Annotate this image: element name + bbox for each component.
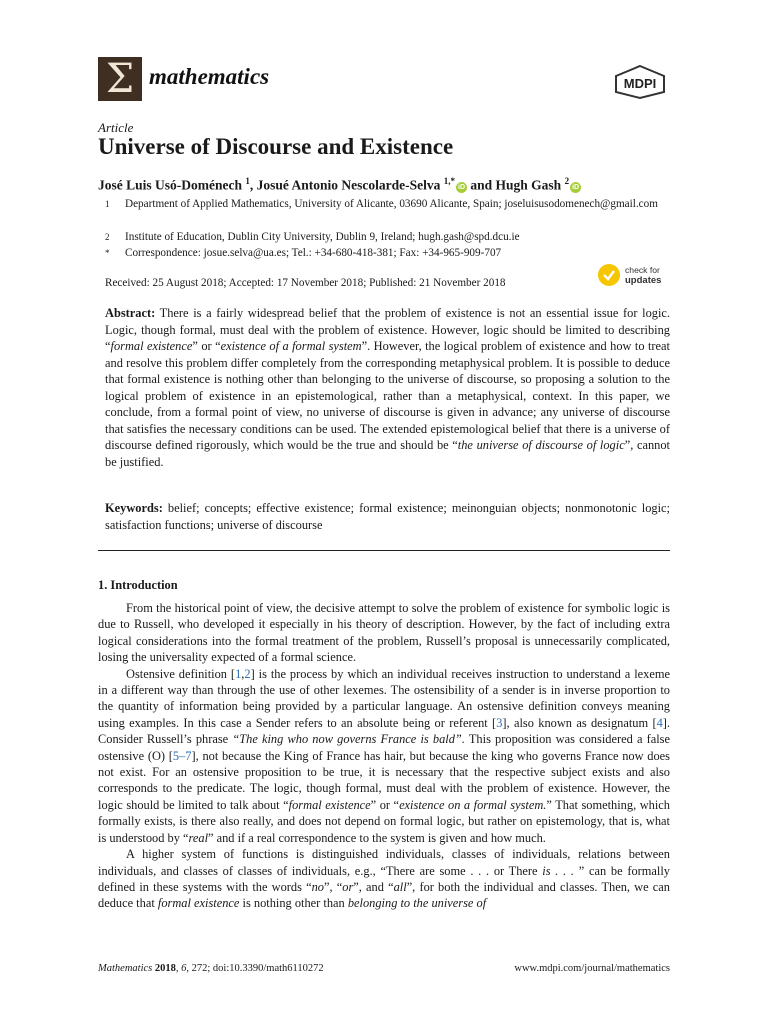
abstract-italic: the universe of discourse of logic	[457, 438, 625, 452]
citation-link[interactable]: 3	[496, 715, 503, 730]
footer-year: 2018	[152, 963, 176, 974]
author-name[interactable]: Hugh Gash	[495, 177, 565, 193]
affiliation-number: 1	[105, 199, 110, 209]
affiliation	[105, 246, 675, 261]
body-text	[98, 600, 670, 912]
paper-title: Universe of Discourse and Existence	[98, 134, 454, 159]
section-heading: 1. Introduction	[98, 578, 178, 592]
paragraph-text: ,	[241, 666, 245, 681]
paragraph-text: ], not because the King of France has hair, but because the king who governs France now does not exist. For an ostensive proposition to be true, it is necessary that the respective subject exists and also corresponds to the predicate. The logic, though formal, must deal with the problem of existence. However, the logic should be limited to talk about “	[98, 748, 670, 812]
paragraph-text: ” That something, which formally exists, is there also really, and does not depend on formal logic, but rather on epistemology, that is, what is understood by “	[98, 797, 670, 845]
paragraph-italic: belonging to the universe of	[347, 896, 487, 911]
affiliation-text: Correspondence: josue.selva@ua.es; Tel.: +34-680-418-381; Fax: +34-965-909-707	[125, 247, 502, 259]
article-type: Article	[98, 120, 134, 135]
paragraph: From the historical point of view, the decisive attempt to solve the problem of existence for symbolic logic is due to Russell, who developed it especially in his theory of description. However, by the fact of including extra logical considerations into the formal treatment of the problem, Russell’s proposal is unnecessarily complicated, losing the universality expected of a formal science.	[98, 601, 670, 665]
paragraph-text: ”, “	[323, 879, 343, 894]
affiliation	[105, 197, 675, 212]
mdpi-logo	[612, 64, 668, 105]
sigma-logo-glyph: Σ	[105, 56, 135, 102]
citation-link[interactable]: 5–7	[172, 748, 192, 763]
abstract-text: ” or “	[192, 339, 221, 353]
journal-name: mathematics	[149, 64, 270, 89]
paragraph-text: ], also known as designatum [	[502, 715, 657, 730]
abstract-text: ”, cannot be justified.	[105, 438, 670, 469]
check-for-updates-badge[interactable]	[598, 264, 661, 286]
abstract	[105, 305, 670, 470]
paragraph-italic: or	[342, 879, 354, 894]
affiliation-number: 2	[105, 232, 110, 242]
affiliation-text: Department of Applied Mathematics, University of Alicante, 03690 Alicante, Spain; joseluisusodomenech@gmail.com	[125, 198, 658, 210]
paragraph-text: ” and if a real correspondence to the system is given and how much.	[208, 830, 546, 845]
paragraph-italic: all	[393, 879, 407, 894]
affiliation-number: *	[105, 248, 110, 258]
paragraph	[98, 666, 670, 846]
abstract-text: ”. However, the logical problem of existence and how to treat and resolve this problem differ completely from the corresponding metaphysical problem. It is possible to deduce that formal existence is nothing other than belonging to the universe of discourse, so proposing a solution to the logical problem of existence in an epistemological, rather than a metaphysical, context. In this paper, we conclude, from a formal point of view, no universe of discourse is given in advance; any universe of discourse that satisfies the necessary conditions can be used. The extended epistemological belief that there is a universe of discourse defined rigorously, which would be the true and should be “	[105, 339, 670, 452]
keywords-text: belief; concepts; effective existence; formal existence; meinonguian objects; nonmonotonic logic; satisfaction functions; universe of discourse	[105, 501, 670, 532]
abstract-italic: existence of a formal system	[220, 339, 362, 353]
journal-logo	[98, 57, 142, 101]
paragraph-italic: formal existence	[157, 896, 240, 911]
citation-link[interactable]: 1	[235, 666, 242, 681]
mdpi-logo-icon	[612, 64, 668, 100]
abstract-label: Abstract:	[105, 306, 156, 320]
paragraph	[98, 846, 670, 912]
paragraph-text: ]. Consider Russell’s phrase	[98, 715, 671, 747]
footer-journal: Mathematics	[98, 963, 153, 974]
paragraph-text: ” can be formally defined in these systems with the words “	[98, 863, 670, 894]
paragraph-italic: is . . .	[542, 863, 575, 878]
paragraph-text: Ostensive definition [	[126, 666, 236, 681]
paragraph-italic: “The king who now governs France is bald”.	[232, 732, 465, 747]
paragraph-italic: formal existence	[288, 797, 371, 812]
author-affiliation-mark: 1,*	[443, 176, 455, 186]
section-divider	[98, 550, 670, 551]
author-affiliation-mark: 1	[245, 176, 250, 186]
affiliation-text: Institute of Education, Dublin City University, Dublin 9, Ireland; hugh.gash@spd.dcu.ie	[125, 231, 520, 243]
author-affiliation-mark: 2	[564, 176, 570, 186]
paragraph-italic: existence on a formal system.	[399, 797, 547, 812]
check-updates-line2: updates	[625, 274, 662, 286]
author-separator: ,	[249, 177, 257, 193]
abstract-text: There is a fairly widespread belief that the problem of existence is not an essential issue for logic. Logic, though formal, must deal with the problem of existence. However, logic should be limited to describing “	[105, 306, 670, 353]
paragraph-text: ] is the process by which an individual receives instruction to understand a lexeme in a different way than through the use of other lexemes. The ostensibility of a sender is in inverse proportion to the quantity of information being provided by a particular language. An ostensive definition conveys meaning using examples. In this case a Sender refers to an absolute being or referent [	[98, 666, 670, 730]
footer-url[interactable]: www.mdpi.com/journal/mathematics	[514, 963, 670, 974]
author-name[interactable]: José Luis Usó-Doménech	[98, 177, 246, 193]
orcid-icon[interactable]: iD	[572, 183, 580, 191]
paragraph-italic: no	[311, 879, 324, 894]
keywords	[105, 500, 670, 533]
paragraph-text: is nothing other than	[239, 896, 348, 911]
citation-link[interactable]: 2	[244, 666, 251, 681]
paragraph-text: ”, and “	[353, 879, 394, 894]
footer-citation	[98, 963, 324, 974]
paragraph-text: This proposition was considered a false ostensive (O) [	[98, 732, 670, 763]
abstract-italic: formal existence	[110, 339, 193, 353]
check-updates-icon	[598, 264, 620, 286]
footer-doi[interactable]: , 272; doi:10.3390/math6110272	[186, 963, 324, 974]
affiliation	[105, 230, 675, 245]
footer-volume: 6	[181, 963, 187, 974]
footer-sep: ,	[175, 963, 182, 974]
author-list	[98, 176, 581, 194]
paragraph-text: ” or “	[370, 797, 400, 812]
svg-text:MDPI: MDPI	[623, 76, 657, 91]
citation-link[interactable]: 4	[656, 715, 663, 730]
paragraph-italic: real	[188, 830, 209, 845]
keywords-label: Keywords:	[105, 501, 163, 515]
publication-dates: Received: 25 August 2018; Accepted: 17 November 2018; Published: 21 November 2018	[105, 277, 506, 289]
check-updates-label	[625, 265, 661, 286]
author-name[interactable]: Josué Antonio Nescolarde-Selva	[256, 177, 444, 193]
paragraph-text: A higher system of functions is distinguished individuals, classes of individuals, relations between individuals, and classes of classes of individuals, e.g., “There are some . . . or There	[98, 847, 670, 878]
paragraph-text: ”, for both the individual and classes. Then, we can deduce that	[98, 879, 670, 911]
check-updates-line1: check for	[625, 264, 660, 275]
orcid-icon[interactable]: iD	[458, 183, 465, 191]
author-separator: and	[467, 177, 496, 193]
